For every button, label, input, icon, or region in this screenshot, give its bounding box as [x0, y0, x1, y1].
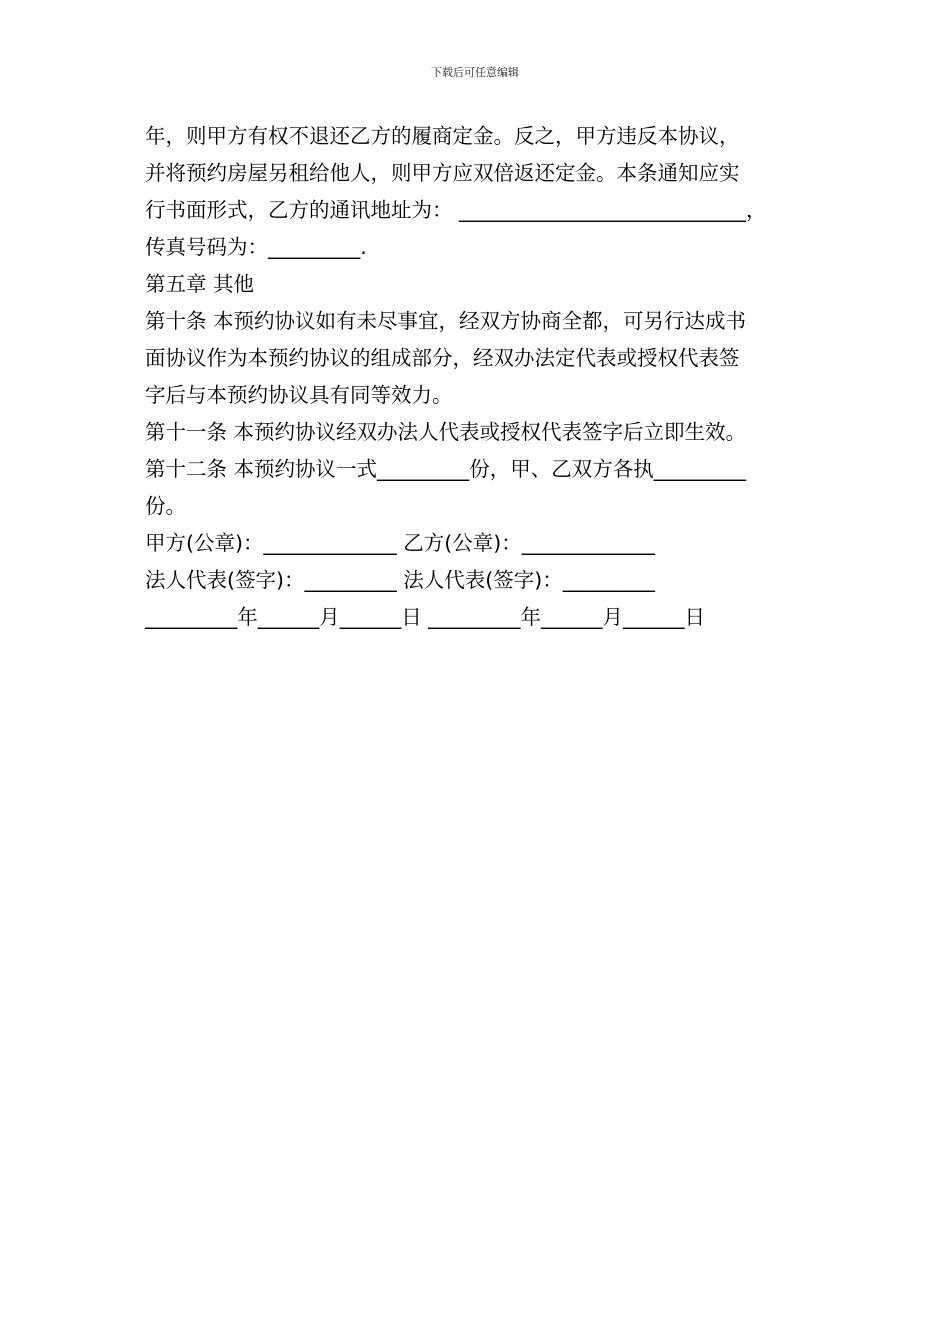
paragraph-line: 行书面形式，乙方的通讯地址为： ____________________________，	[145, 198, 767, 222]
paragraph-line: 并将预约房屋另租给他人，则甲方应双倍返还定金。本条通知应实	[145, 161, 740, 185]
article-12-line: 份。	[145, 494, 186, 518]
article-10-line: 字后与本预约协议具有同等效力。	[145, 383, 453, 407]
article-12-line: 第十二条 本预约协议一式_________份，甲、乙双方各执_________	[145, 457, 747, 481]
signature-representative-line: 法人代表(签字)：_________ 法人代表(签字)：_________	[145, 568, 656, 592]
paragraph-line: 年，则甲方有权不退还乙方的履商定金。反之，甲方违反本协议，	[145, 124, 740, 148]
article-10-line: 面协议作为本预约协议的组成部分，经双办法定代表或授权代表签	[145, 346, 740, 370]
signature-seal-line: 甲方(公章)：_____________ 乙方(公章)：_____________	[145, 531, 656, 555]
article-11-line: 第十一条 本预约协议经双办法人代表或授权代表签字后立即生效。	[145, 420, 747, 444]
document-body	[145, 118, 810, 636]
paragraph-line: 传真号码为：_________.	[145, 235, 367, 259]
signature-date-line: _________年______月______日 _________年______月______日	[145, 605, 706, 629]
chapter-heading: 第五章 其他	[145, 272, 255, 296]
article-10-line: 第十条 本预约协议如有未尽事宜，经双方协商全都，可另行达成书	[145, 309, 747, 333]
page-header: 下载后可任意编辑	[431, 66, 519, 79]
